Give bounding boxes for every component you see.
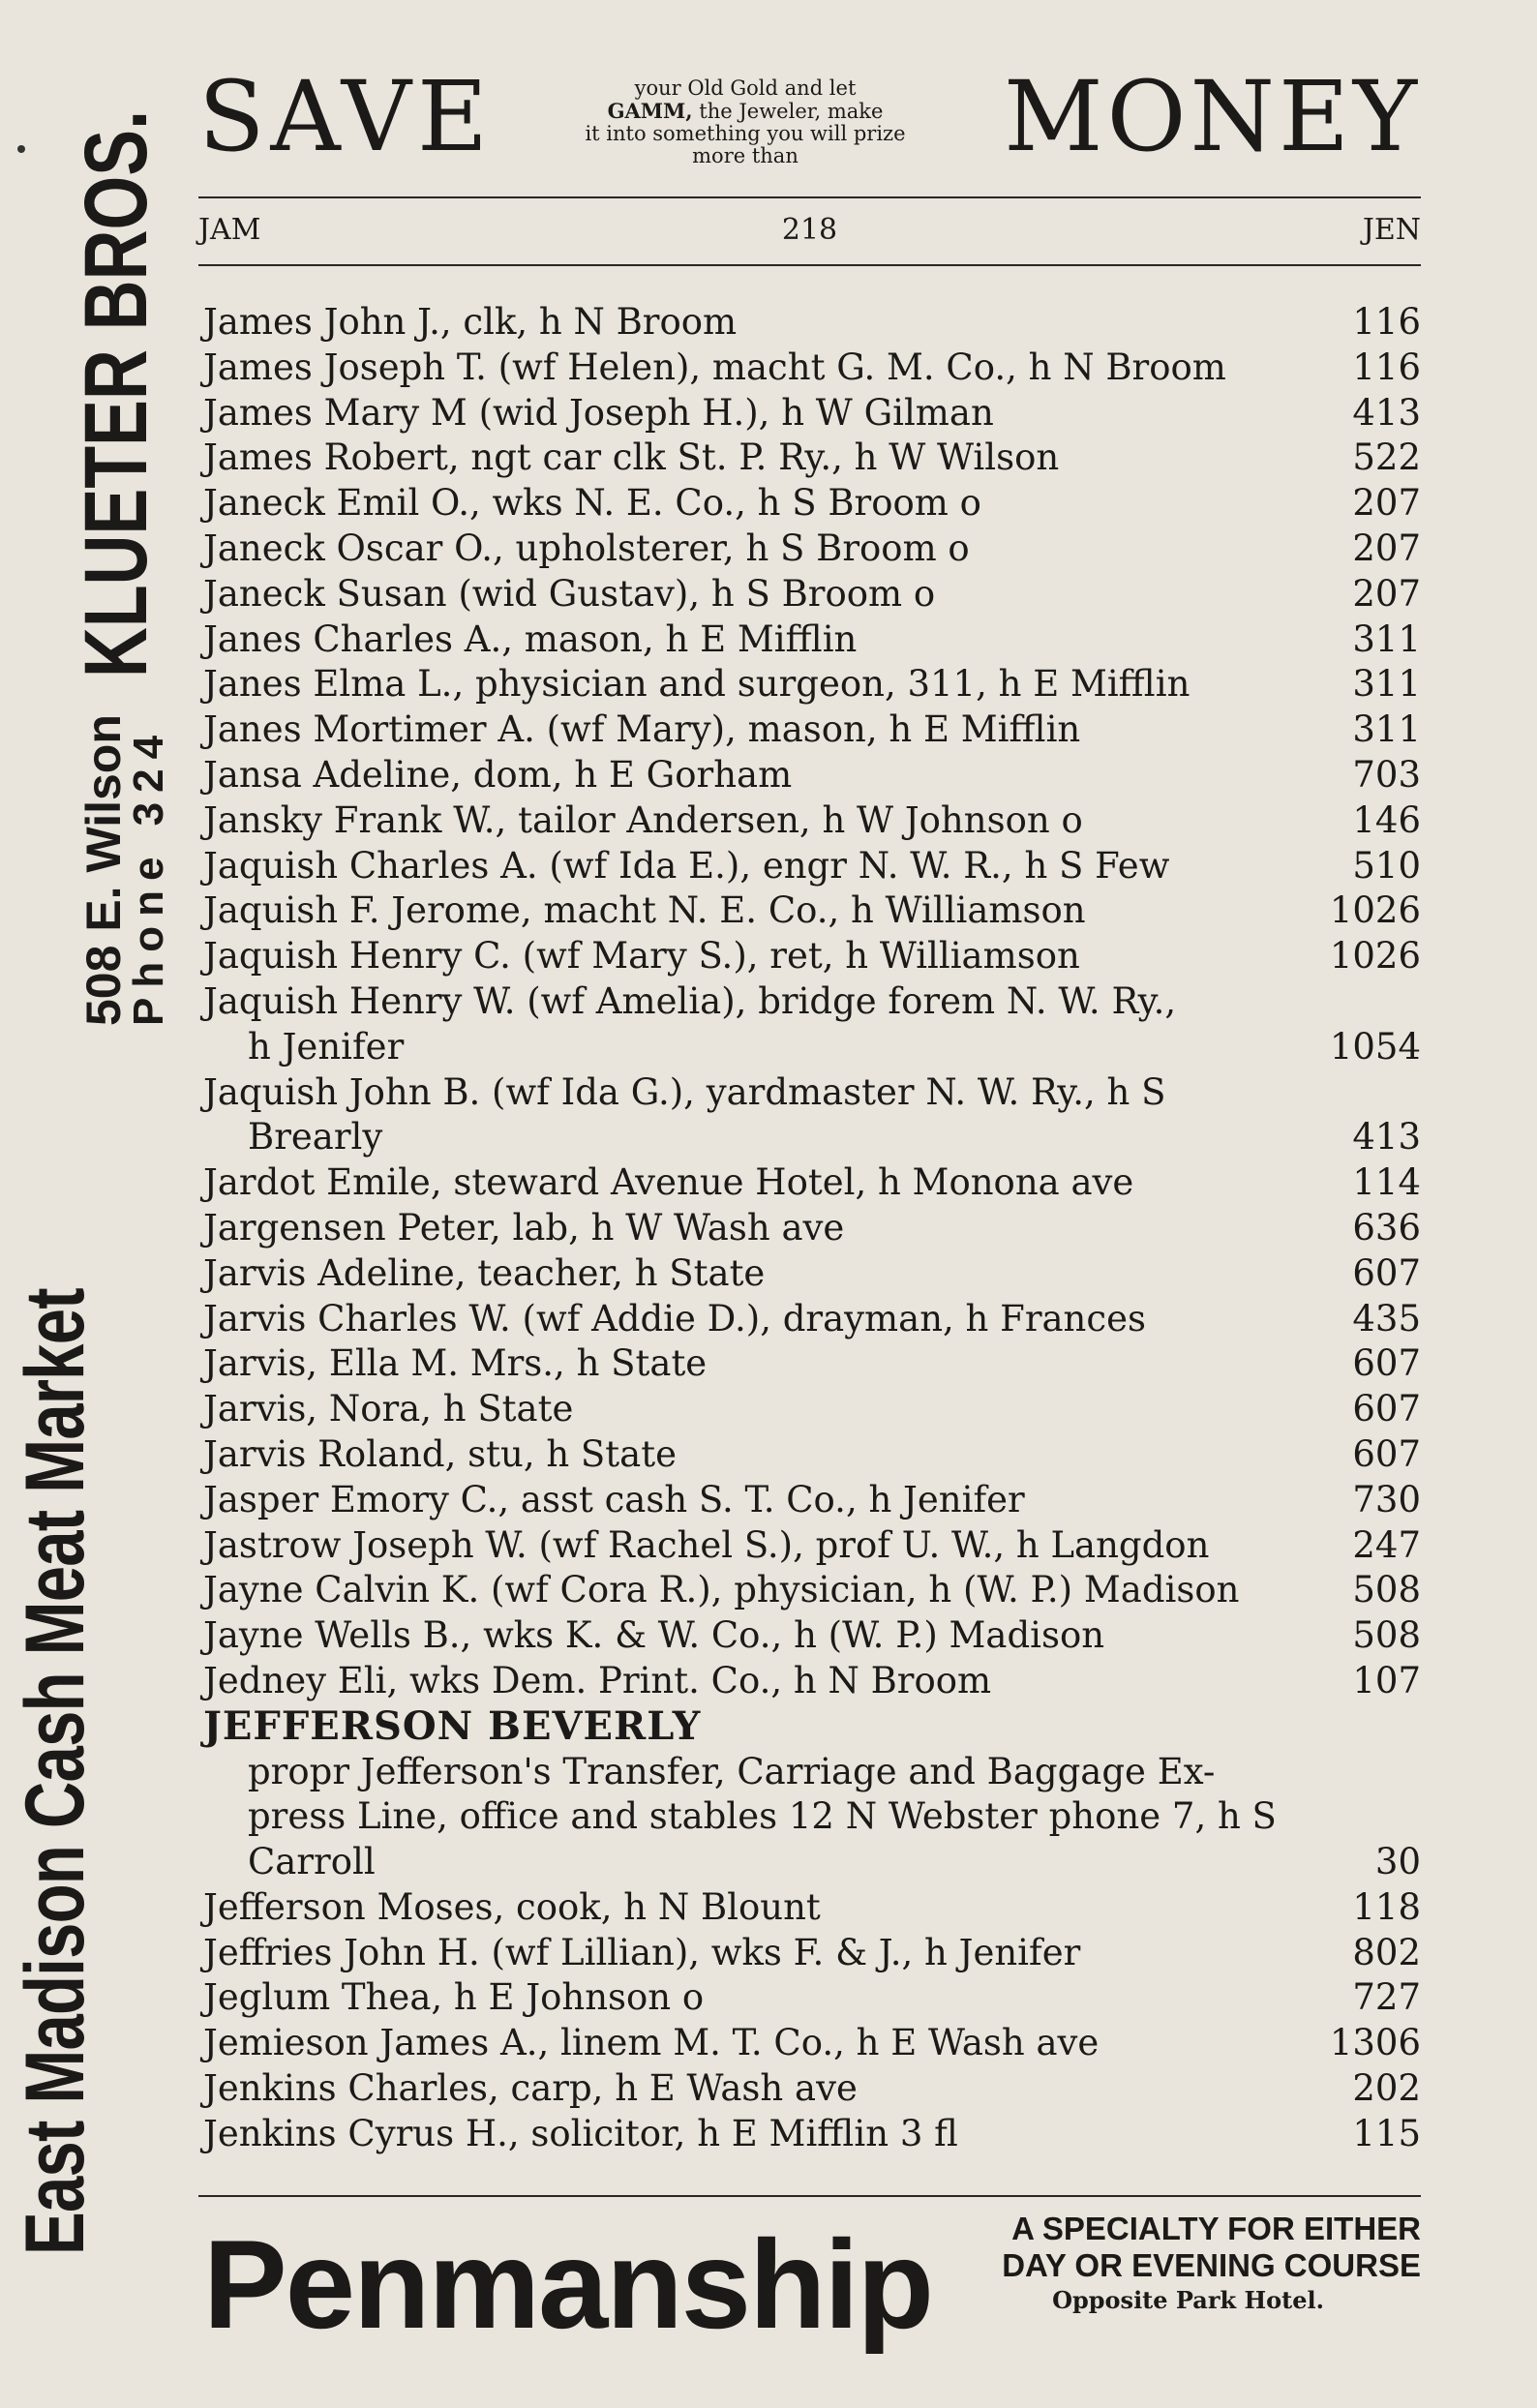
entry-page-number: 435 <box>1352 1297 1421 1339</box>
directory-entry <box>203 300 1421 346</box>
entry-text: Jenkins Cyrus H., solicitor, h E Mifflin 3 fl <box>203 2112 958 2154</box>
directory-entry <box>203 527 1421 572</box>
entry-page-number: 107 <box>1352 1659 1421 1701</box>
directory-entry <box>203 572 1421 617</box>
entry-text: press Line, office and stables 12 N Webster phone 7, h S <box>248 1795 1277 1838</box>
header-middle-line2 <box>542 100 949 123</box>
entry-page-number: 1306 <box>1329 2022 1421 2064</box>
directory-entry <box>203 934 1421 979</box>
entry-page-number: 311 <box>1352 663 1421 706</box>
footer-line2: DAY OR EVENING COURSE <box>1002 2247 1421 2283</box>
directory-entry <box>203 436 1421 481</box>
footer-line3: Opposite Park Hotel. <box>1052 2286 1324 2314</box>
entry-text: Jaquish Henry C. (wf Mary S.), ret, h Williamson <box>203 935 1080 978</box>
entry-page-number: 311 <box>1352 617 1421 660</box>
directory-entry <box>203 2112 1421 2157</box>
entry-text: James Robert, ngt car clk St. P. Ry., h W Wilson <box>203 436 1060 479</box>
directory-entry <box>203 346 1421 391</box>
entry-page-number: 607 <box>1352 1432 1421 1475</box>
entry-text: Janeck Oscar O., upholsterer, h S Broom o <box>203 527 970 569</box>
entry-text: Jarvis, Ella M. Mrs., h State <box>203 1342 708 1385</box>
directory-entry <box>203 1478 1421 1523</box>
directory-entry <box>203 1387 1421 1432</box>
entry-text: Jaquish Henry W. (wf Amelia), bridge forem N. W. Ry., <box>203 979 1177 1022</box>
entry-text: Jemieson James A., linem M. T. Co., h E Wash ave <box>203 2022 1100 2064</box>
header-middle-ad <box>542 77 949 167</box>
directory-entry <box>203 1025 1421 1070</box>
entry-text: Jayne Wells B., wks K. & W. Co., h (W. P.) Madison <box>203 1614 1105 1657</box>
entry-text: Brearly <box>248 1116 383 1159</box>
directory-entry <box>203 391 1421 436</box>
footer-line1: A SPECIALTY FOR EITHER <box>1011 2211 1421 2246</box>
header-save: SAVE <box>198 60 494 173</box>
running-head-right: JEN <box>1362 213 1421 247</box>
entry-page-number: 207 <box>1352 572 1421 615</box>
header-rule <box>198 196 1421 198</box>
directory-entry <box>203 1568 1421 1613</box>
directory-entry <box>203 481 1421 527</box>
directory-entry <box>203 2066 1421 2112</box>
header-money: MONEY <box>1004 60 1421 173</box>
entry-text: Jarvis Adeline, teacher, h State <box>203 1251 766 1294</box>
directory-entry <box>203 1115 1421 1160</box>
entry-text: Jedney Eli, wks Dem. Print. Co., h N Broom <box>203 1659 992 1701</box>
entry-text: James Joseph T. (wf Helen), macht G. M. Co., h N Broom <box>203 346 1226 388</box>
running-head-rule <box>198 264 1421 266</box>
header-middle-bold: GAMM, <box>607 99 693 123</box>
header-middle-line4: more than <box>692 144 799 167</box>
entry-text: Jeffries John H. (wf Lillian), wks F. & J., h Jenifer <box>203 1931 1081 1973</box>
entry-page-number: 146 <box>1352 798 1421 841</box>
entry-text: Jansa Adeline, dom, h E Gorham <box>203 753 793 796</box>
entry-text: Jeglum Thea, h E Johnson o <box>203 1976 705 2019</box>
entry-text: Janes Mortimer A. (wf Mary), mason, h E Mifflin <box>203 708 1081 751</box>
page-number: 218 <box>781 213 838 247</box>
entry-page-number: 118 <box>1352 1885 1421 1928</box>
directory-entry <box>203 979 1421 1025</box>
entry-page-number: 247 <box>1352 1523 1421 1566</box>
entry-text: Jargensen Peter, lab, h W Wash ave <box>203 1206 845 1249</box>
entry-page-number: 508 <box>1352 1569 1421 1611</box>
directory-entry <box>203 1297 1421 1342</box>
entry-text: Janeck Emil O., wks N. E. Co., h S Broom o <box>203 482 981 525</box>
entry-text: Jardot Emile, steward Avenue Hotel, h Monona ave <box>203 1161 1134 1204</box>
entry-page-number: 510 <box>1352 844 1421 887</box>
entry-text: Jansky Frank W., tailor Andersen, h W Johnson o <box>203 798 1083 841</box>
entry-text: Janes Elma L., physician and surgeon, 311, h E Mifflin <box>203 663 1190 706</box>
entry-page-number: 413 <box>1352 391 1421 434</box>
entry-text: Janes Charles A., mason, h E Mifflin <box>203 617 858 660</box>
entry-text: Jastrow Joseph W. (wf Rachel S.), prof U. W., h Langdon <box>203 1523 1210 1566</box>
entry-page-number: 116 <box>1352 346 1421 388</box>
entry-text: Jefferson Moses, cook, h N Blount <box>203 1885 821 1928</box>
entry-page-number: 413 <box>1352 1116 1421 1159</box>
entry-text: Jaquish John B. (wf Ida G.), yardmaster N. W. Ry., h S <box>203 1070 1166 1113</box>
sidebar-address: 508 E. Wilson <box>76 714 131 1026</box>
entry-page-number: 636 <box>1352 1206 1421 1249</box>
entry-text: James Mary M (wid Joseph H.), h W Gilman <box>203 391 994 434</box>
entry-text: Jenkins Charles, carp, h E Wash ave <box>203 2067 858 2110</box>
header-middle-line2-text: the Jeweler, make <box>692 100 884 123</box>
entry-text: James John J., clk, h N Broom <box>203 301 738 343</box>
directory-entry <box>203 1840 1421 1885</box>
entry-text: Jaquish F. Jerome, macht N. E. Co., h Williamson <box>203 889 1086 932</box>
entry-text: Jarvis Charles W. (wf Addie D.), drayman, h Frances <box>203 1297 1146 1339</box>
header-middle-line3: it into something you will prize <box>585 122 906 145</box>
entry-text: Carroll <box>248 1841 376 1883</box>
entry-page-number: 607 <box>1352 1342 1421 1385</box>
entry-page-number: 508 <box>1352 1614 1421 1657</box>
running-head-left: JAM <box>198 213 261 247</box>
directory-entry <box>203 662 1421 707</box>
sidebar-market-text: East Madison Cash Meat Market <box>9 1288 102 2255</box>
entry-text: propr Jefferson's Transfer, Carriage and Baggage Ex- <box>248 1750 1216 1792</box>
entry-page-number: 1026 <box>1329 935 1421 978</box>
directory-entry <box>203 1885 1421 1931</box>
entry-page-number: 730 <box>1352 1478 1421 1520</box>
entry-text: JEFFERSON BEVERLY <box>203 1702 702 1749</box>
entry-text: h Jenifer <box>248 1025 405 1068</box>
entry-page-number: 114 <box>1352 1161 1421 1204</box>
entry-page-number: 802 <box>1352 1931 1421 1973</box>
directory-entry <box>203 1432 1421 1478</box>
entry-page-number: 207 <box>1352 527 1421 569</box>
entry-text: Jaquish Charles A. (wf Ida E.), engr N. W. R., h S Few <box>203 844 1170 887</box>
directory-entry <box>203 844 1421 889</box>
entry-text: Jarvis Roland, stu, h State <box>203 1432 677 1475</box>
entry-page-number: 703 <box>1352 753 1421 796</box>
footer-ad-text <box>1002 2211 1421 2317</box>
directory-entry <box>203 1975 1421 2021</box>
directory-entry <box>203 1070 1421 1116</box>
entry-page-number: 311 <box>1352 708 1421 751</box>
entry-text: Janeck Susan (wid Gustav), h S Broom o <box>203 572 936 615</box>
header-middle-line1: your Old Gold and let <box>634 76 857 100</box>
directory-entry <box>203 1659 1421 1704</box>
directory-entry <box>203 1613 1421 1659</box>
sidebar-phone: Phone 324 <box>125 725 172 1026</box>
directory-entry <box>203 1704 1421 1750</box>
entry-page-number: 1026 <box>1329 889 1421 932</box>
footer-penmanship: Penmanship <box>203 2213 932 2355</box>
entry-page-number: 202 <box>1352 2067 1421 2110</box>
directory-entry <box>203 2021 1421 2066</box>
entry-page-number: 1054 <box>1329 1025 1421 1068</box>
entry-text: Jarvis, Nora, h State <box>203 1388 574 1430</box>
sidebar-brand-text: KLUETER BROS. <box>67 109 166 677</box>
entry-page-number: 207 <box>1352 482 1421 525</box>
directory-entry <box>203 1341 1421 1387</box>
entry-page-number: 607 <box>1352 1251 1421 1294</box>
directory-entry <box>203 1160 1421 1206</box>
directory-entry <box>203 888 1421 934</box>
directory-entry <box>203 753 1421 798</box>
directory-entry <box>203 617 1421 663</box>
entry-text: Jayne Calvin K. (wf Cora R.), physician, h (W. P.) Madison <box>203 1569 1240 1611</box>
entry-page-number: 727 <box>1352 1976 1421 2019</box>
directory-entry <box>203 1750 1421 1795</box>
directory-entries <box>203 300 1421 2157</box>
directory-entry <box>203 1794 1421 1840</box>
directory-entry <box>203 707 1421 753</box>
directory-entry <box>203 1251 1421 1297</box>
directory-entry <box>203 1931 1421 1976</box>
entry-page-number: 607 <box>1352 1388 1421 1430</box>
directory-entry <box>203 798 1421 844</box>
entry-page-number: 522 <box>1352 436 1421 479</box>
entry-page-number: 30 <box>1374 1841 1421 1883</box>
directory-entry <box>203 1523 1421 1569</box>
entry-page-number: 115 <box>1352 2112 1421 2154</box>
entry-text: Jasper Emory C., asst cash S. T. Co., h Jenifer <box>203 1478 1025 1520</box>
sidebar-brand <box>68 0 165 677</box>
directory-entry <box>203 1206 1421 1251</box>
entry-page-number: 116 <box>1352 301 1421 343</box>
